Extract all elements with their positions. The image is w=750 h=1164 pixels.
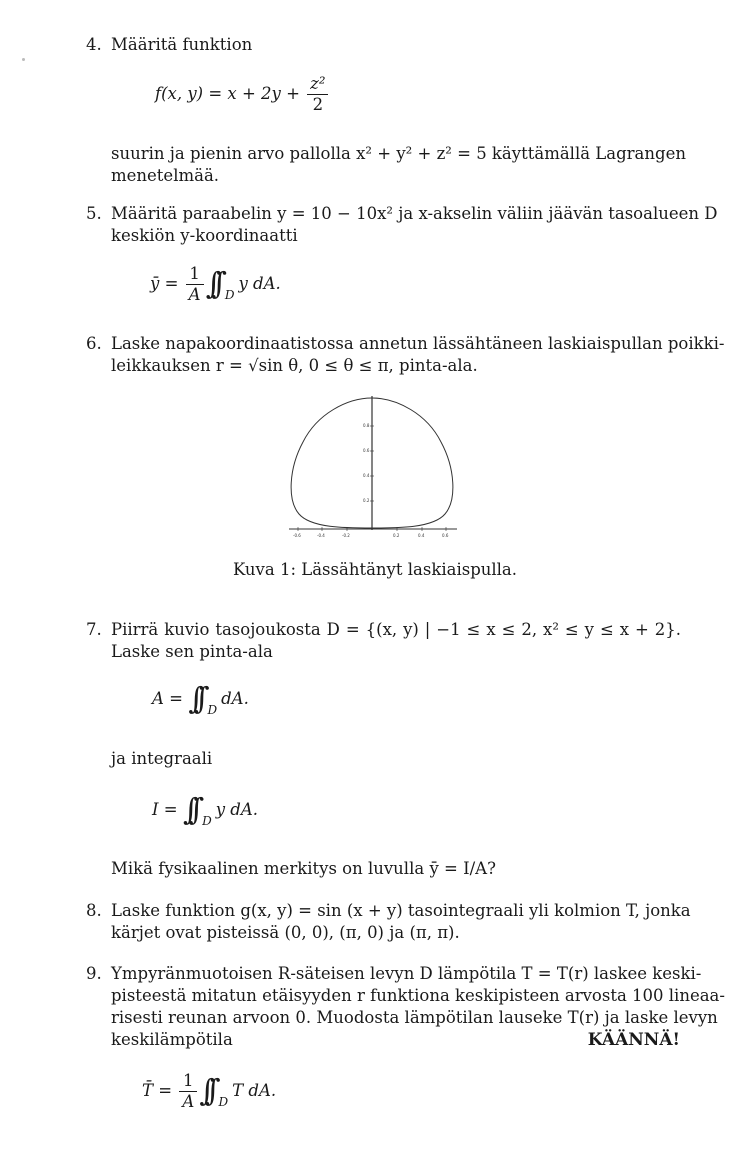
polar-plot-svg <box>285 392 460 542</box>
x-tick-label: -0.6 <box>293 533 301 538</box>
integrand: y dA. <box>238 274 281 293</box>
problem-number: 8. <box>86 901 102 920</box>
problem-text-line: Ympyränmuotoisen R-säteisen levyn D lämpötila T = T(r) laskee keski- <box>111 964 702 983</box>
fraction <box>186 264 204 305</box>
problem-text-line: Määritä funktion <box>111 35 253 54</box>
formula-ybar <box>150 264 281 306</box>
problem-number: 9. <box>86 964 102 983</box>
problem-text-line: suurin ja pienin arvo pallolla x² + y² + z² = 5 käyttämällä Lagrangen <box>111 144 686 163</box>
scan-dot <box>22 58 25 61</box>
x-tick-label: -0.2 <box>342 533 350 538</box>
integral-domain: D <box>207 703 218 717</box>
formula-f <box>155 74 330 115</box>
y-tick-label: 0.4 <box>363 473 370 478</box>
double-integral: ∫∫ <box>199 1073 211 1109</box>
problem-number: 7. <box>86 620 102 639</box>
formula-lhs: I = <box>152 800 183 819</box>
integral-domain: D <box>202 814 212 828</box>
problem-text-line: kärjet ovat pisteissä (0, 0), (π, 0) ja (π, π). <box>111 923 460 942</box>
problem-text-line: Laske napakoordinaatistossa annetun lässähtäneen laskiaispullan poikki- <box>111 334 725 353</box>
integrand: dA. <box>221 689 249 708</box>
problem-text-line: Piirrä kuvio tasojoukosta D = {(x, y) | −1 ≤ x ≤ 2, x² ≤ y ≤ x + 2}. <box>111 620 681 639</box>
x-tick-label: 0.4 <box>418 533 425 538</box>
problem-number: 5. <box>86 204 102 223</box>
problem-number: 6. <box>86 334 102 353</box>
denominator: A <box>182 1092 195 1111</box>
problem-text-line: Laske sen pinta-ala <box>111 642 273 661</box>
fraction <box>307 74 328 115</box>
denominator: A <box>188 285 201 304</box>
formula-lhs: T̄ = <box>142 1081 178 1100</box>
y-tick-label: 0.6 <box>363 448 370 453</box>
problem-text-line: pisteestä mitatun etäisyyden r funktiona keskipisteen arvosta 100 lineaa- <box>111 986 725 1005</box>
formula-lhs: A = <box>152 689 189 708</box>
problem-text-line: Mikä fysikaalinen merkitys on luvulla ȳ = I/A? <box>111 859 496 878</box>
y-tick-label: 0.2 <box>363 498 370 503</box>
figure-polar-plot <box>285 392 460 542</box>
problem-text-line: Määritä paraabelin y = 10 − 10x² ja x-akselin väliin jäävän tasoalueen D <box>111 204 718 223</box>
x-tick-label: -0.4 <box>317 533 325 538</box>
denominator: 2 <box>312 95 324 114</box>
formula-avg-temp <box>142 1071 276 1113</box>
integrand: T dA. <box>232 1081 277 1100</box>
problem-text-line: keskilämpötila <box>111 1030 233 1049</box>
integral-domain: D <box>224 288 235 302</box>
figure-caption: Kuva 1: Lässähtänyt laskiaispulla. <box>232 560 518 579</box>
x-tick-label: 0.2 <box>393 533 400 538</box>
y-tick-label: 0.8 <box>363 423 370 428</box>
problem-text-line: leikkauksen r = √sin θ, 0 ≤ θ ≤ π, pinta-ala. <box>111 356 478 375</box>
formula-integral <box>152 792 259 832</box>
double-integral: ∫∫ <box>182 792 195 828</box>
formula-area <box>152 681 249 721</box>
turn-page-label: KÄÄNNÄ! <box>587 1030 680 1050</box>
problem-text-line: risesti reunan arvoon 0. Muodosta lämpötilan lauseke T(r) ja laske levyn <box>111 1008 718 1027</box>
numerator: 1 <box>179 1071 197 1092</box>
problem-text-line: keskiön y-koordinaatti <box>111 226 298 245</box>
numerator: z² <box>310 74 326 93</box>
integrand: y dA. <box>215 800 259 819</box>
problem-text-line: Laske funktion g(x, y) = sin (x + y) tasointegraali yli kolmion T, jonka <box>111 901 691 920</box>
fraction <box>179 1071 197 1112</box>
formula-lhs: f(x, y) = x + 2y + <box>155 84 306 103</box>
integral-domain: D <box>218 1095 229 1109</box>
double-integral: ∫∫ <box>188 681 200 717</box>
problem-text-line: ja integraali <box>111 749 213 768</box>
problem-text-line: menetelmää. <box>111 166 220 185</box>
double-integral: ∫∫ <box>205 266 217 302</box>
x-tick-label: 0.6 <box>442 533 449 538</box>
numerator: 1 <box>186 264 204 285</box>
formula-lhs: ȳ = <box>150 274 184 293</box>
problem-number: 4. <box>86 35 102 54</box>
